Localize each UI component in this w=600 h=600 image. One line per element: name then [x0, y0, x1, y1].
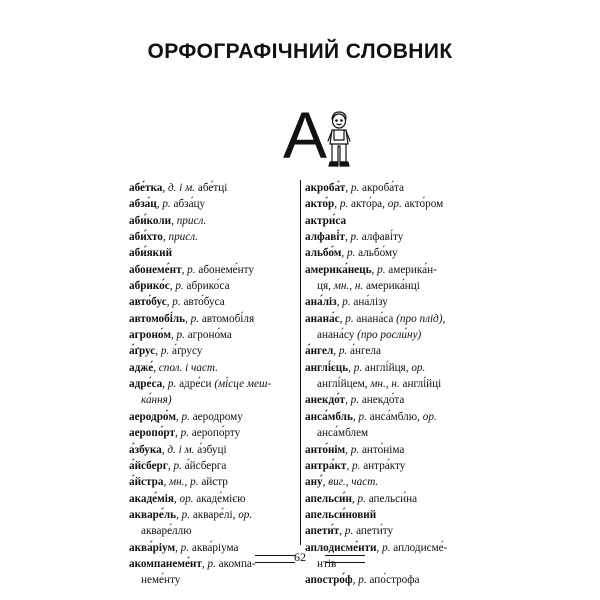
entry-form: англі́йці — [399, 378, 442, 391]
page-title: ОРФОГРАФІЧНИЙ СЛОВНИК — [147, 40, 453, 63]
entry-continuation — [129, 392, 297, 408]
entry-grammar: , р. — [176, 508, 191, 521]
dictionary-entry — [305, 196, 473, 212]
entry-form: аква́ріума — [189, 541, 239, 554]
entry-grammar: ор. — [235, 508, 253, 521]
entry-grammar: (мі́сце меш- — [211, 378, 272, 391]
entry-form: акто́ра, — [348, 198, 385, 211]
entry-form: нтів — [317, 557, 337, 570]
entry-headword: актри́са — [305, 214, 347, 227]
entry-headword: акто́р — [305, 198, 335, 211]
entry-grammar: , присл. — [162, 231, 198, 244]
entry-grammar: , д. і м. — [161, 443, 195, 456]
entry-form: антра́кту — [360, 459, 406, 472]
dictionary-entry — [305, 245, 473, 261]
entry-form: абрико́са — [183, 280, 230, 293]
entry-headword: акаде́мія — [129, 492, 174, 505]
footer-rule-right — [325, 555, 365, 563]
entry-headword: акомпанеме́нт — [129, 557, 202, 570]
entry-form: а́ґрусу — [169, 345, 203, 358]
dictionary-entry — [129, 507, 297, 540]
right-column — [305, 180, 473, 589]
dictionary-entry — [129, 327, 297, 343]
entry-headword: аква́ріум — [129, 541, 176, 554]
entry-grammar: , р. — [185, 312, 200, 325]
dictionary-entry — [305, 294, 473, 310]
entry-grammar: , р. — [334, 198, 349, 211]
column-divider — [300, 180, 301, 545]
entry-grammar: ор. — [419, 410, 437, 423]
entry-continuation — [305, 327, 473, 343]
entry-headword: авто́бус — [129, 296, 167, 309]
entry-headword: апельси́н — [305, 492, 352, 505]
dictionary-entry — [305, 572, 473, 588]
entry-form: а́йсберга — [181, 459, 227, 472]
entry-form: ця, — [317, 280, 331, 293]
entry-grammar: , виг., част. — [322, 476, 379, 489]
entry-form: а́збуці — [194, 443, 227, 456]
entry-headword: антра́кт — [305, 459, 347, 472]
dictionary-entry — [129, 360, 297, 376]
entry-headword: а́ґрус — [129, 345, 156, 358]
entry-headword: акваре́ль — [129, 508, 177, 521]
entry-grammar: мн., н. — [367, 378, 400, 391]
entry-headword: агроно́м — [129, 329, 171, 342]
entry-grammar: , р. — [376, 541, 391, 554]
entry-grammar: , р. — [181, 263, 196, 276]
entry-grammar: , спол. і част. — [153, 361, 218, 374]
entry-headword: автомобі́ль — [129, 312, 186, 325]
entry-grammar: , р. — [166, 296, 181, 309]
section-letter-block — [0, 100, 600, 170]
entry-grammar: , р. — [170, 329, 185, 342]
entry-grammar: (про плід), — [393, 312, 446, 325]
dictionary-entry — [305, 409, 473, 442]
entry-grammar: , р. — [346, 459, 361, 472]
entry-grammar: , р. — [339, 525, 354, 538]
dictionary-entry — [129, 458, 297, 474]
entry-form: апети́ту — [353, 525, 394, 538]
entry-grammar: ор. — [408, 361, 426, 374]
entry-form: адре́си — [176, 378, 212, 391]
entry-form: анана́са — [353, 312, 394, 325]
entry-grammar: , р. — [336, 296, 351, 309]
entry-grammar: ка́ння) — [141, 394, 172, 407]
dictionary-entry — [305, 442, 473, 458]
entry-form: анана́су — [317, 329, 355, 342]
entry-headword: аеропо́рт — [129, 427, 175, 440]
dictionary-entry — [129, 376, 297, 409]
entry-continuation — [305, 376, 473, 392]
entry-form: анекдо́та — [359, 394, 405, 407]
dictionary-entry — [305, 360, 473, 393]
entry-headword: анана́с — [305, 312, 340, 325]
entry-grammar: , р. — [333, 345, 348, 358]
entry-headword: анекдо́т — [305, 394, 346, 407]
dictionary-entry — [305, 474, 473, 490]
dictionary-entry — [129, 294, 297, 310]
dictionary-entry — [129, 262, 297, 278]
entry-grammar: , д. і м. — [162, 182, 196, 194]
entry-form: агроно́ма — [184, 329, 232, 342]
entry-headword: альбо́м — [305, 247, 342, 260]
entry-headword: адре́са — [129, 378, 163, 391]
entry-headword: алфаві́т — [305, 231, 345, 244]
entry-form: абе́тці — [195, 182, 228, 194]
entry-form: анса́мблем — [317, 427, 369, 440]
entry-headword: акроба́т — [305, 182, 346, 194]
entry-form: апо́строфа — [366, 574, 420, 587]
dictionary-entry — [129, 229, 297, 245]
entry-grammar: , р. — [351, 492, 366, 505]
entry-grammar: , р. — [345, 394, 360, 407]
entry-grammar: (про росли́ну) — [354, 329, 422, 342]
entry-headword: апети́т — [305, 525, 340, 538]
entry-form: аеродрому — [189, 410, 243, 423]
entry-grammar: , р. — [341, 247, 356, 260]
entry-headword: аеродро́м — [129, 410, 176, 423]
entry-grammar: , р. — [345, 443, 360, 456]
dictionary-entry — [129, 425, 297, 441]
entry-headword: абза́ц — [129, 198, 157, 211]
entry-form: акаде́мією — [193, 492, 246, 505]
dictionary-entry — [129, 311, 297, 327]
entry-form: авто́буса — [180, 296, 225, 309]
entry-headword: абрико́с — [129, 280, 170, 293]
entry-grammar: , р. — [339, 312, 354, 325]
dictionary-entry — [129, 278, 297, 294]
entry-form: аплодисме́- — [390, 541, 448, 554]
dictionary-entry — [129, 245, 297, 261]
entry-headword: абе́тка — [129, 182, 163, 194]
entry-grammar: , р. — [352, 574, 367, 587]
dictionary-entry — [129, 196, 297, 212]
entry-headword: апостро́ф — [305, 574, 353, 587]
entry-continuation — [305, 425, 473, 441]
page-footer — [0, 550, 600, 566]
entry-form: айстр — [198, 476, 228, 489]
entry-continuation — [129, 523, 297, 539]
dictionary-entry — [305, 392, 473, 408]
entry-grammar: , р. — [155, 345, 170, 358]
entry-form: апельси́на — [365, 492, 418, 505]
entry-grammar: мн., н. — [330, 280, 364, 293]
entry-headword: апельси́новий — [305, 508, 377, 521]
entry-grammar: , р. — [345, 182, 360, 194]
page-number: 62 — [294, 550, 306, 564]
entry-grammar: , р. — [352, 410, 367, 423]
entry-form: анто́німа — [359, 443, 405, 456]
dictionary-entry — [129, 409, 297, 425]
dictionary-entry — [305, 311, 473, 344]
dictionary-entry — [305, 458, 473, 474]
entry-form: англі́йця, — [362, 361, 409, 374]
entry-form: альбо́му — [355, 247, 398, 260]
entry-form: акомпа- — [215, 557, 256, 570]
dictionary-entry — [305, 229, 473, 245]
section-letter: А — [283, 98, 328, 172]
entry-grammar: , р. — [348, 361, 363, 374]
entry-grammar: , р. — [156, 198, 171, 211]
left-column — [129, 180, 297, 589]
entry-headword: англі́єць — [305, 361, 349, 374]
dictionary-entry — [305, 343, 473, 359]
entry-form: ана́лізу — [350, 296, 388, 309]
entry-headword: ана́ліз — [305, 296, 337, 309]
dictionary-entry — [129, 442, 297, 458]
dictionary-entry — [129, 343, 297, 359]
entry-grammar: , р. — [169, 280, 184, 293]
entry-grammar: , ор. — [173, 492, 194, 505]
entry-form: а́нгела — [347, 345, 381, 358]
entry-headword: а́йсберг — [129, 459, 168, 472]
entry-form: америка́нці — [363, 280, 420, 293]
dictionary-entry — [305, 262, 473, 295]
dictionary-entry — [129, 213, 297, 229]
entry-headword: аплодисме́нти — [305, 541, 377, 554]
dictionary-entry — [129, 474, 297, 490]
entry-headword: анто́нім — [305, 443, 346, 456]
entry-grammar: , р. — [175, 427, 189, 440]
entry-continuation — [305, 278, 473, 294]
entry-form: акваре́ллю — [141, 525, 192, 538]
entry-headword: анса́мбль — [305, 410, 353, 423]
entry-grammar: , присл. — [171, 214, 207, 227]
entry-form: аеропо́рту — [188, 427, 241, 440]
entry-grammar: , р. — [175, 410, 190, 423]
dictionary-entry — [305, 491, 473, 507]
entry-grammar: , мн., р. — [163, 476, 199, 489]
entry-grammar: , р. — [175, 541, 190, 554]
entry-headword: а́нгел — [305, 345, 334, 358]
entry-grammar: , р. — [201, 557, 216, 570]
entry-grammar: , р. — [344, 231, 359, 244]
dictionary-entry — [305, 507, 473, 523]
entry-continuation — [129, 572, 297, 588]
entry-form: алфаві́ту — [358, 231, 404, 244]
boy-illustration-icon — [323, 110, 355, 170]
dictionary-entry — [305, 213, 473, 229]
entry-headword: адже́ — [129, 361, 154, 374]
dictionary-entry — [305, 523, 473, 539]
entry-headword: аби́коли — [129, 214, 172, 227]
entry-form: англі́йцем, — [317, 378, 368, 391]
entry-headword: а́збука — [129, 443, 162, 456]
dictionary-entry — [129, 491, 297, 507]
entry-headword: америка́нець — [305, 263, 372, 276]
dictionary-entry — [129, 180, 297, 196]
entry-form: акроба́та — [359, 182, 404, 194]
entry-headword: ану́ — [305, 476, 323, 489]
entry-form: америка́н- — [385, 263, 437, 276]
entry-form: анса́мблю, — [366, 410, 420, 423]
entry-form: абонеме́нту — [195, 263, 254, 276]
entry-form: неме́нту — [141, 574, 181, 587]
entry-headword: а́йстра — [129, 476, 164, 489]
entry-form: акто́ром — [401, 198, 444, 211]
entry-headword: аби́хто — [129, 231, 163, 244]
entry-form: автомобі́ля — [199, 312, 255, 325]
entry-grammar: , р. — [167, 459, 182, 472]
entry-grammar: , р. — [162, 378, 177, 391]
entry-grammar: , р. — [371, 263, 386, 276]
entry-form: абза́цу — [170, 198, 206, 211]
dictionary-entry — [305, 180, 473, 196]
entry-form: акваре́лі, — [190, 508, 236, 521]
entry-headword: аби́який — [129, 247, 173, 260]
entry-grammar: ор. — [384, 198, 402, 211]
entry-headword: абонеме́нт — [129, 263, 182, 276]
